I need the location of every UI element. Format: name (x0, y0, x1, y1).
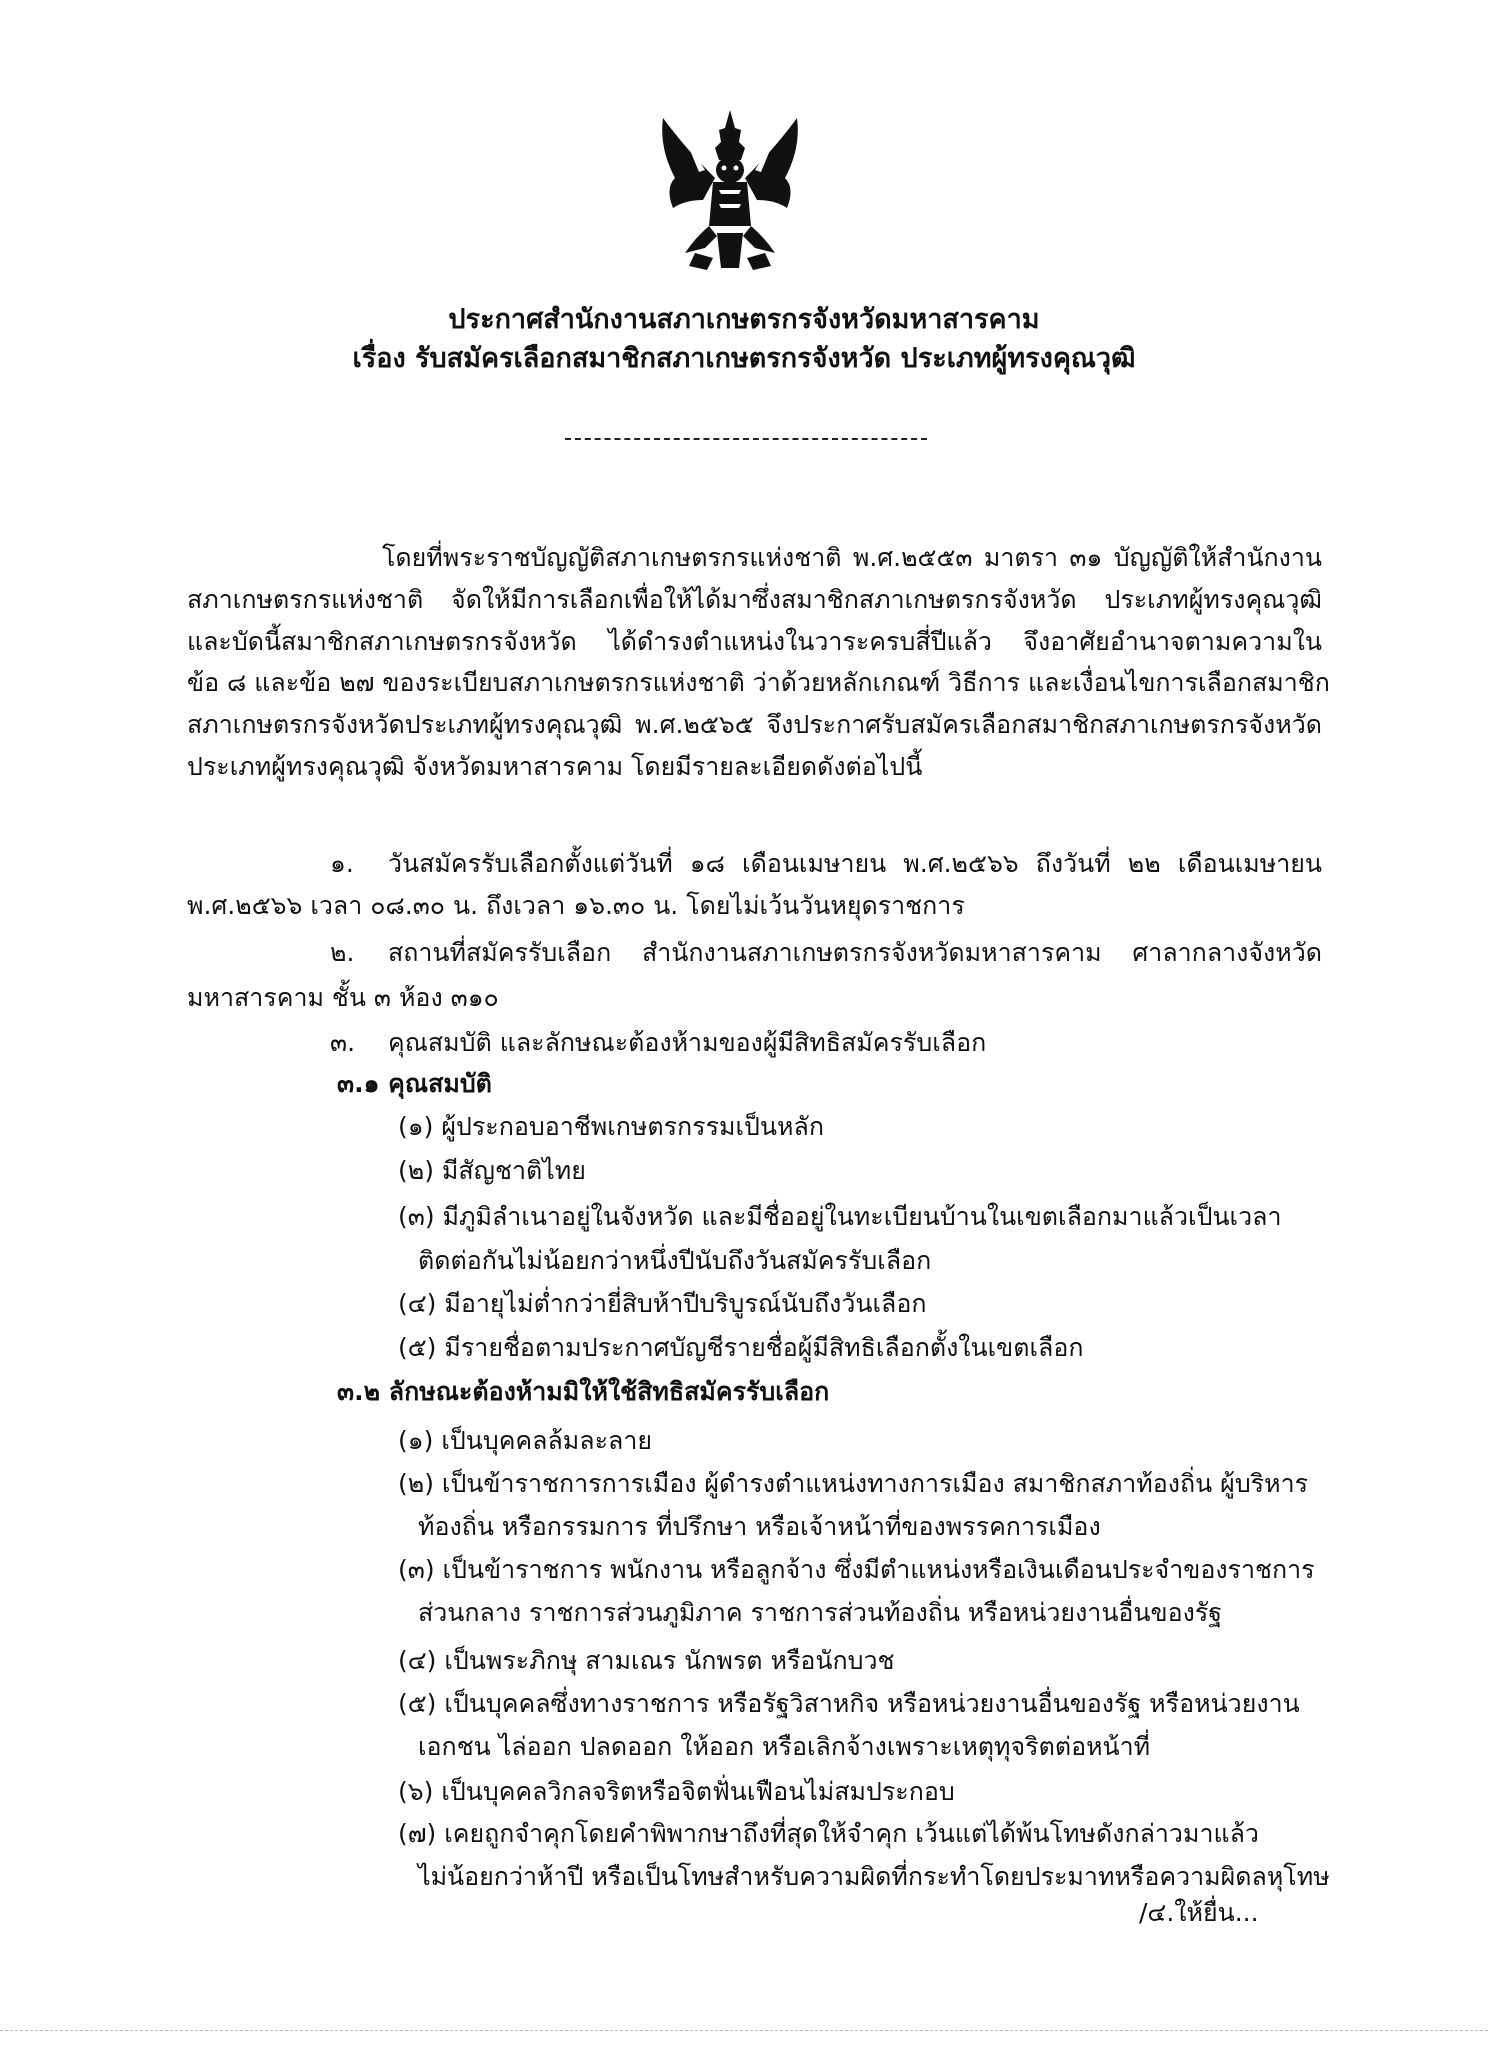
qualification-line: (๕) มีรายชื่อตามประกาศบัญชีรายชื่อผู้มีสิทธิเลือกตั้งในเขตเลือก (398, 1333, 1084, 1362)
prohibition-line: ท้องถิ่น หรือกรรมการ ที่ปรึกษา หรือเจ้าหน้าที่ของพรรคการเมือง (418, 1512, 1101, 1541)
prohibition-line: (๔) เป็นพระภิกษุ สามเณร นักพรต หรือนักบวช (398, 1646, 895, 1675)
prohibition-line: (๓) เป็นข้าราชการ พนักงาน หรือลูกจ้าง ซึ่งมีตำแหน่งหรือเงินเดือนประจำของราชการ (398, 1555, 1315, 1584)
preamble-line: สภาเกษตรกรแห่งชาติ จัดให้มีการเลือกเพื่อให้ได้มาซึ่งสมาชิกสภาเกษตรกรจังหวัด ประเภทผู้ทรงคุณวุฒิ (187, 584, 1322, 614)
prohibition-line: เอกชน ไล่ออก ปลดออก ให้ออก หรือเลิกจ้างเพราะเหตุทุจริตต่อหน้าที่ (418, 1732, 1151, 1761)
prohibition-line: (๒) เป็นข้าราชการการเมือง ผู้ดำรงตำแหน่งทางการเมือง สมาชิกสภาท้องถิ่น ผู้บริหาร (398, 1469, 1309, 1498)
qualification-line: (๑) ผู้ประกอบอาชีพเกษตรกรรมเป็นหลัก (398, 1112, 824, 1141)
page-continuation: /๔.ให้ยื่น... (1139, 1898, 1259, 1927)
qualification-line: (๓) มีภูมิลำเนาอยู่ในจังหวัด และมีชื่ออยู่ในทะเบียนบ้านในเขตเลือกมาแล้วเป็นเวลา (398, 1202, 1282, 1231)
preamble-line: สภาเกษตรกรจังหวัดประเภทผู้ทรงคุณวุฒิ พ.ศ.๒๕๖๕ จึงประกาศรับสมัครเลือกสมาชิกสภาเกษตรกรจังหวัด (187, 710, 1322, 740)
title-separator (565, 438, 927, 440)
prohibition-line: (๕) เป็นบุคคลซึ่งทางราชการ หรือรัฐวิสาหกิจ หรือหน่วยงานอื่นของรัฐ หรือหน่วยงาน (398, 1689, 1300, 1718)
prohibition-line: (๑) เป็นบุคคลล้มละลาย (398, 1426, 653, 1455)
item-line: คุณสมบัติ และลักษณะต้องห้ามของผู้มีสิทธิสมัครรับเลือก (388, 1028, 987, 1057)
announcement-subject: เรื่อง รับสมัครเลือกสมาชิกสภาเกษตรกรจังหวัด ประเภทผู้ทรงคุณวุฒิ (352, 343, 1136, 374)
section-heading: ๓.๒ ลักษณะต้องห้ามมิให้ใช้สิทธิสมัครรับเลือก (337, 1377, 830, 1406)
qualification-line: ติดต่อกันไม่น้อยกว่าหนึ่งปีนับถึงวันสมัครรับเลือก (418, 1246, 932, 1275)
preamble-line: และบัดนี้สมาชิกสภาเกษตรกรจังหวัด ได้ดำรงตำแหน่งในวาระครบสี่ปีแล้ว จึงอาศัยอำนาจตามความใน (187, 626, 1322, 656)
announcement-title: ประกาศสำนักงานสภาเกษตรกรจังหวัดมหาสารคาม (448, 304, 1040, 335)
item-number: ๒. (330, 938, 355, 967)
item-line: สถานที่สมัครรับเลือก สำนักงานสภาเกษตรกรจังหวัดมหาสารคาม ศาลากลางจังหวัด (388, 938, 1322, 967)
garuda-emblem (655, 108, 805, 273)
prohibition-line: ส่วนกลาง ราชการส่วนภูมิภาค ราชการส่วนท้องถิ่น หรือหน่วยงานอื่นของรัฐ (418, 1598, 1223, 1627)
item-number: ๓. (330, 1028, 356, 1057)
prohibition-line: (๗) เคยถูกจำคุกโดยคำพิพากษาถึงที่สุดให้จำคุก เว้นแต่ได้พ้นโทษดังกล่าวมาแล้ว (398, 1819, 1259, 1848)
preamble-line: โดยที่พระราชบัญญัติสภาเกษตรกรแห่งชาติ พ.ศ.๒๕๕๓ มาตรา ๓๑ บัญญัติให้สำนักงาน (382, 543, 1322, 572)
preamble-line: ข้อ ๘ และข้อ ๒๗ ของระเบียบสภาเกษตรกรแห่งชาติ ว่าด้วยหลักเกณฑ์ วิธีการ และเงื่อนไขการเลือกสมาชิก (187, 668, 1330, 698)
prohibition-line: (๖) เป็นบุคคลวิกลจริตหรือจิตฟั่นเฟือนไม่สมประกอบ (398, 1777, 955, 1806)
item-line: พ.ศ.๒๕๖๖ เวลา ๐๘.๓๐ น. ถึงเวลา ๑๖.๓๐ น. โดยไม่เว้นวันหยุดราชการ (187, 891, 965, 920)
item-line: วันสมัครรับเลือกตั้งแต่วันที่ ๑๘ เดือนเมษายน พ.ศ.๒๕๖๖ ถึงวันที่ ๒๒ เดือนเมษายน (388, 849, 1322, 878)
item-line: มหาสารคาม ชั้น ๓ ห้อง ๓๑๐ (187, 983, 499, 1012)
section-heading: ๓.๑ คุณสมบัติ (337, 1069, 492, 1098)
qualification-line: (๒) มีสัญชาติไทย (398, 1156, 586, 1185)
qualification-line: (๔) มีอายุไม่ต่ำกว่ายี่สิบห้าปีบริบูรณ์นับถึงวันเลือก (398, 1289, 927, 1318)
preamble-line: ประเภทผู้ทรงคุณวุฒิ จังหวัดมหาสารคาม โดยมีรายละเอียดดังต่อไปนี้ (187, 752, 923, 781)
item-number: ๑. (330, 849, 354, 878)
prohibition-line: ไม่น้อยกว่าห้าปี หรือเป็นโทษสำหรับความผิดที่กระทำโดยประมาทหรือความผิดลหุโทษ (418, 1862, 1330, 1891)
scan-edge-line (0, 2030, 1488, 2031)
